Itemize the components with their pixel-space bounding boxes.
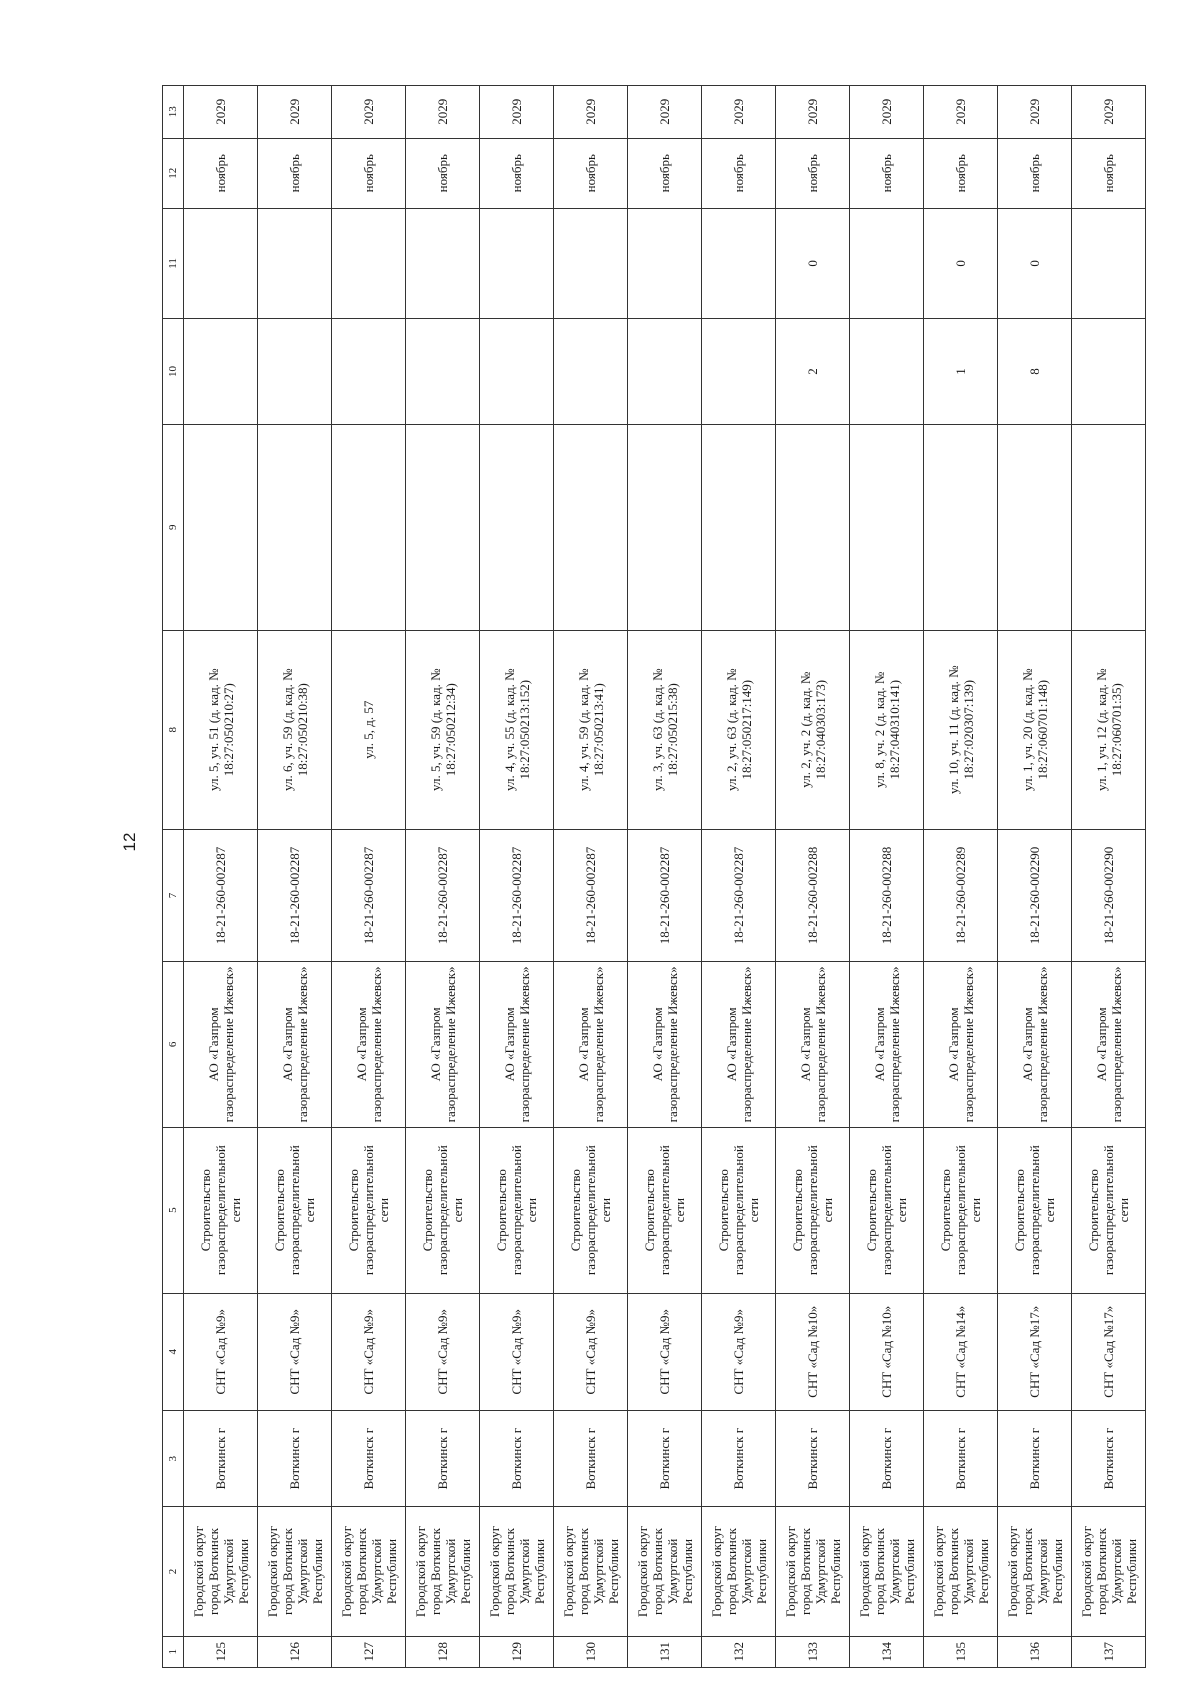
cell-col-3: Воткинск г	[998, 1411, 1072, 1508]
cell-col-11	[850, 208, 924, 318]
cell-col-3: Воткинск г	[480, 1411, 554, 1508]
cell-col-1: 132	[702, 1636, 776, 1667]
cell-col-8: ул. 5, уч. 51 (д. кад. № 18:27:050210:27)	[184, 630, 258, 829]
cell-col-2: Городской округ город Воткинск Удмуртской Республики	[184, 1507, 258, 1636]
cell-col-6: АО «Газпром газораспределение Ижевск»	[628, 962, 702, 1128]
cell-col-8: ул. 5, уч. 59 (д. кад. № 18:27:050212:34)	[406, 630, 480, 829]
cell-col-3: Воткинск г	[258, 1411, 332, 1508]
table-row	[480, 86, 554, 1668]
cell-col-4: СНТ «Сад №9»	[258, 1293, 332, 1410]
cell-col-6: АО «Газпром газораспределение Ижевск»	[924, 962, 998, 1128]
cell-col-4: СНТ «Сад №14»	[924, 1293, 998, 1410]
cell-col-4: СНТ «Сад №9»	[406, 1293, 480, 1410]
cell-col-1: 128	[406, 1636, 480, 1667]
cell-col-7: 18-21-260-002287	[184, 829, 258, 961]
cell-col-11: 0	[924, 208, 998, 318]
cell-col-9	[480, 424, 554, 630]
cell-col-5: Строительство газораспределительной сети	[258, 1127, 332, 1293]
cell-col-7: 18-21-260-002287	[554, 829, 628, 961]
cell-col-6: АО «Газпром газораспределение Ижевск»	[998, 962, 1072, 1128]
cell-col-13: 2029	[628, 86, 702, 139]
cell-col-9	[1072, 424, 1146, 630]
cell-col-7: 18-21-260-002287	[628, 829, 702, 961]
cell-col-4: СНТ «Сад №9»	[628, 1293, 702, 1410]
cell-col-8: ул. 4, уч. 55 (д. кад. № 18:27:050213:152)	[480, 630, 554, 829]
column-header-6: 6	[163, 962, 184, 1128]
cell-col-13: 2029	[258, 86, 332, 139]
cell-col-11	[406, 208, 480, 318]
cell-col-7: 18-21-260-002289	[924, 829, 998, 961]
cell-col-12: ноябрь	[702, 138, 776, 208]
cell-col-8: ул. 4, уч. 59 (д. кад. № 18:27:050213:41)	[554, 630, 628, 829]
column-header-7: 7	[163, 829, 184, 961]
column-header-1: 1	[163, 1636, 184, 1667]
cell-col-1: 130	[554, 1636, 628, 1667]
cell-col-3: Воткинск г	[1072, 1411, 1146, 1508]
cell-col-2: Городской округ город Воткинск Удмуртской Республики	[776, 1507, 850, 1636]
cell-col-13: 2029	[554, 86, 628, 139]
column-header-9: 9	[163, 424, 184, 630]
cell-col-13: 2029	[406, 86, 480, 139]
cell-col-6: АО «Газпром газораспределение Ижевск»	[1072, 962, 1146, 1128]
cell-col-10: 1	[924, 318, 998, 424]
cell-col-2: Городской округ город Воткинск Удмуртской Республики	[924, 1507, 998, 1636]
column-header-4: 4	[163, 1293, 184, 1410]
cell-col-12: ноябрь	[480, 138, 554, 208]
column-header-13: 13	[163, 86, 184, 139]
cell-col-8: ул. 6, уч. 59 (д. кад. № 18:27:050210:38)	[258, 630, 332, 829]
cell-col-4: СНТ «Сад №9»	[184, 1293, 258, 1410]
table-row	[702, 86, 776, 1668]
cell-col-6: АО «Газпром газораспределение Ижевск»	[702, 962, 776, 1128]
cell-col-11	[184, 208, 258, 318]
cell-col-1: 129	[480, 1636, 554, 1667]
cell-col-12: ноябрь	[554, 138, 628, 208]
cell-col-13: 2029	[850, 86, 924, 139]
table-row	[258, 86, 332, 1668]
cell-col-12: ноябрь	[776, 138, 850, 208]
cell-col-8: ул. 2, уч. 2 (д. кад. № 18:27:040303:173)	[776, 630, 850, 829]
cell-col-12: ноябрь	[258, 138, 332, 208]
cell-col-4: СНТ «Сад №17»	[998, 1293, 1072, 1410]
cell-col-12: ноябрь	[332, 138, 406, 208]
column-header-5: 5	[163, 1127, 184, 1293]
cell-col-9	[406, 424, 480, 630]
cell-col-8: ул. 3, уч. 63 (д. кад. № 18:27:050215:38)	[628, 630, 702, 829]
cell-col-5: Строительство газораспределительной сети	[628, 1127, 702, 1293]
cell-col-11	[702, 208, 776, 318]
cell-col-12: ноябрь	[1072, 138, 1146, 208]
cell-col-8: ул. 10, уч. 11 (д. кад. № 18:27:020307:139)	[924, 630, 998, 829]
table-row	[628, 86, 702, 1668]
cell-col-11: 0	[998, 208, 1072, 318]
cell-col-12: ноябрь	[998, 138, 1072, 208]
cell-col-2: Городской округ город Воткинск Удмуртской Республики	[332, 1507, 406, 1636]
cell-col-12: ноябрь	[406, 138, 480, 208]
rotated-table-wrapper	[162, 85, 1139, 1668]
cell-col-12: ноябрь	[184, 138, 258, 208]
cell-col-2: Городской округ город Воткинск Удмуртской Республики	[628, 1507, 702, 1636]
cell-col-7: 18-21-260-002287	[702, 829, 776, 961]
cell-col-6: АО «Газпром газораспределение Ижевск»	[850, 962, 924, 1128]
cell-col-13: 2029	[776, 86, 850, 139]
cell-col-7: 18-21-260-002287	[332, 829, 406, 961]
cell-col-3: Воткинск г	[332, 1411, 406, 1508]
cell-col-1: 125	[184, 1636, 258, 1667]
cell-col-2: Городской округ город Воткинск Удмуртской Республики	[850, 1507, 924, 1636]
cell-col-4: СНТ «Сад №10»	[776, 1293, 850, 1410]
cell-col-9	[258, 424, 332, 630]
cell-col-7: 18-21-260-002288	[850, 829, 924, 961]
table-row	[776, 86, 850, 1668]
cell-col-3: Воткинск г	[702, 1411, 776, 1508]
table-row	[998, 86, 1072, 1668]
cell-col-4: СНТ «Сад №17»	[1072, 1293, 1146, 1410]
cell-col-13: 2029	[998, 86, 1072, 139]
cell-col-7: 18-21-260-002290	[1072, 829, 1146, 961]
cell-col-12: ноябрь	[924, 138, 998, 208]
cell-col-1: 136	[998, 1636, 1072, 1667]
cell-col-10	[480, 318, 554, 424]
cell-col-6: АО «Газпром газораспределение Ижевск»	[184, 962, 258, 1128]
cell-col-7: 18-21-260-002290	[998, 829, 1072, 961]
cell-col-4: СНТ «Сад №9»	[554, 1293, 628, 1410]
cell-col-3: Воткинск г	[776, 1411, 850, 1508]
cell-col-9	[184, 424, 258, 630]
table-row	[406, 86, 480, 1668]
cell-col-11	[554, 208, 628, 318]
cell-col-13: 2029	[332, 86, 406, 139]
cell-col-6: АО «Газпром газораспределение Ижевск»	[554, 962, 628, 1128]
table-body	[184, 86, 1146, 1668]
cell-col-3: Воткинск г	[850, 1411, 924, 1508]
cell-col-2: Городской округ город Воткинск Удмуртской Республики	[998, 1507, 1072, 1636]
cell-col-3: Воткинск г	[184, 1411, 258, 1508]
table-row	[1072, 86, 1146, 1668]
cell-col-9	[332, 424, 406, 630]
column-header-10: 10	[163, 318, 184, 424]
cell-col-1: 127	[332, 1636, 406, 1667]
cell-col-1: 135	[924, 1636, 998, 1667]
cell-col-3: Воткинск г	[554, 1411, 628, 1508]
cell-col-10	[406, 318, 480, 424]
cell-col-10	[850, 318, 924, 424]
cell-col-9	[554, 424, 628, 630]
cell-col-7: 18-21-260-002287	[258, 829, 332, 961]
cell-col-5: Строительство газораспределительной сети	[406, 1127, 480, 1293]
cell-col-8: ул. 5, д. 57	[332, 630, 406, 829]
column-header-12: 12	[163, 138, 184, 208]
cell-col-10	[554, 318, 628, 424]
cell-col-8: ул. 1, уч. 12 (д. кад. № 18:27:060701:35)	[1072, 630, 1146, 829]
cell-col-5: Строительство газораспределительной сети	[998, 1127, 1072, 1293]
cell-col-6: АО «Газпром газораспределение Ижевск»	[776, 962, 850, 1128]
cell-col-11	[258, 208, 332, 318]
cell-col-10	[628, 318, 702, 424]
table-row	[184, 86, 258, 1668]
cell-col-4: СНТ «Сад №9»	[702, 1293, 776, 1410]
cell-col-13: 2029	[702, 86, 776, 139]
cell-col-7: 18-21-260-002287	[406, 829, 480, 961]
cell-col-11	[332, 208, 406, 318]
cell-col-3: Воткинск г	[628, 1411, 702, 1508]
cell-col-5: Строительство газораспределительной сети	[332, 1127, 406, 1293]
cell-col-5: Строительство газораспределительной сети	[184, 1127, 258, 1293]
cell-col-10	[258, 318, 332, 424]
cell-col-5: Строительство газораспределительной сети	[554, 1127, 628, 1293]
cell-col-10: 8	[998, 318, 1072, 424]
cell-col-8: ул. 1, уч. 20 (д. кад. № 18:27:060701:148)	[998, 630, 1072, 829]
cell-col-10	[184, 318, 258, 424]
cell-col-13: 2029	[184, 86, 258, 139]
cell-col-10	[702, 318, 776, 424]
cell-col-11	[1072, 208, 1146, 318]
cell-col-10	[1072, 318, 1146, 424]
cell-col-7: 18-21-260-002288	[776, 829, 850, 961]
header-row	[163, 86, 184, 1668]
cell-col-3: Воткинск г	[406, 1411, 480, 1508]
table-row	[332, 86, 406, 1668]
page-number: 12	[120, 832, 139, 852]
cell-col-11	[480, 208, 554, 318]
cell-col-12: ноябрь	[628, 138, 702, 208]
cell-col-5: Строительство газораспределительной сети	[702, 1127, 776, 1293]
cell-col-6: АО «Газпром газораспределение Ижевск»	[480, 962, 554, 1128]
cell-col-6: АО «Газпром газораспределение Ижевск»	[332, 962, 406, 1128]
table-row	[554, 86, 628, 1668]
cell-col-2: Городской округ город Воткинск Удмуртской Республики	[1072, 1507, 1146, 1636]
table-row	[850, 86, 924, 1668]
cell-col-5: Строительство газораспределительной сети	[924, 1127, 998, 1293]
cell-col-8: ул. 2, уч. 63 (д. кад. № 18:27:050217:149)	[702, 630, 776, 829]
cell-col-13: 2029	[1072, 86, 1146, 139]
cell-col-5: Строительство газораспределительной сети	[480, 1127, 554, 1293]
cell-col-2: Городской округ город Воткинск Удмуртской Республики	[702, 1507, 776, 1636]
cell-col-10	[332, 318, 406, 424]
cell-col-9	[702, 424, 776, 630]
cell-col-10: 2	[776, 318, 850, 424]
cell-col-1: 134	[850, 1636, 924, 1667]
cell-col-2: Городской округ город Воткинск Удмуртской Республики	[406, 1507, 480, 1636]
cell-col-11	[628, 208, 702, 318]
column-header-3: 3	[163, 1411, 184, 1508]
cell-col-4: СНТ «Сад №10»	[850, 1293, 924, 1410]
cell-col-2: Городской округ город Воткинск Удмуртской Республики	[480, 1507, 554, 1636]
cell-col-5: Строительство газораспределительной сети	[776, 1127, 850, 1293]
cell-col-9	[628, 424, 702, 630]
cell-col-9	[850, 424, 924, 630]
cell-col-2: Городской округ город Воткинск Удмуртской Республики	[258, 1507, 332, 1636]
cell-col-9	[998, 424, 1072, 630]
cell-col-4: СНТ «Сад №9»	[332, 1293, 406, 1410]
cell-col-5: Строительство газораспределительной сети	[850, 1127, 924, 1293]
cell-col-9	[776, 424, 850, 630]
cell-col-8: ул. 8, уч. 2 (д. кад. № 18:27:040310:141)	[850, 630, 924, 829]
cell-col-4: СНТ «Сад №9»	[480, 1293, 554, 1410]
column-header-11: 11	[163, 208, 184, 318]
cell-col-12: ноябрь	[850, 138, 924, 208]
cell-col-1: 131	[628, 1636, 702, 1667]
cell-col-7: 18-21-260-002287	[480, 829, 554, 961]
column-header-8: 8	[163, 630, 184, 829]
cell-col-6: АО «Газпром газораспределение Ижевск»	[406, 962, 480, 1128]
cell-col-1: 126	[258, 1636, 332, 1667]
column-header-2: 2	[163, 1507, 184, 1636]
cell-col-2: Городской округ город Воткинск Удмуртской Республики	[554, 1507, 628, 1636]
cell-col-13: 2029	[480, 86, 554, 139]
cell-col-6: АО «Газпром газораспределение Ижевск»	[258, 962, 332, 1128]
cell-col-3: Воткинск г	[924, 1411, 998, 1508]
gasification-table	[162, 85, 1146, 1668]
cell-col-13: 2029	[924, 86, 998, 139]
table-row	[924, 86, 998, 1668]
cell-col-11: 0	[776, 208, 850, 318]
cell-col-1: 133	[776, 1636, 850, 1667]
cell-col-5: Строительство газораспределительной сети	[1072, 1127, 1146, 1293]
cell-col-1: 137	[1072, 1636, 1146, 1667]
cell-col-9	[924, 424, 998, 630]
